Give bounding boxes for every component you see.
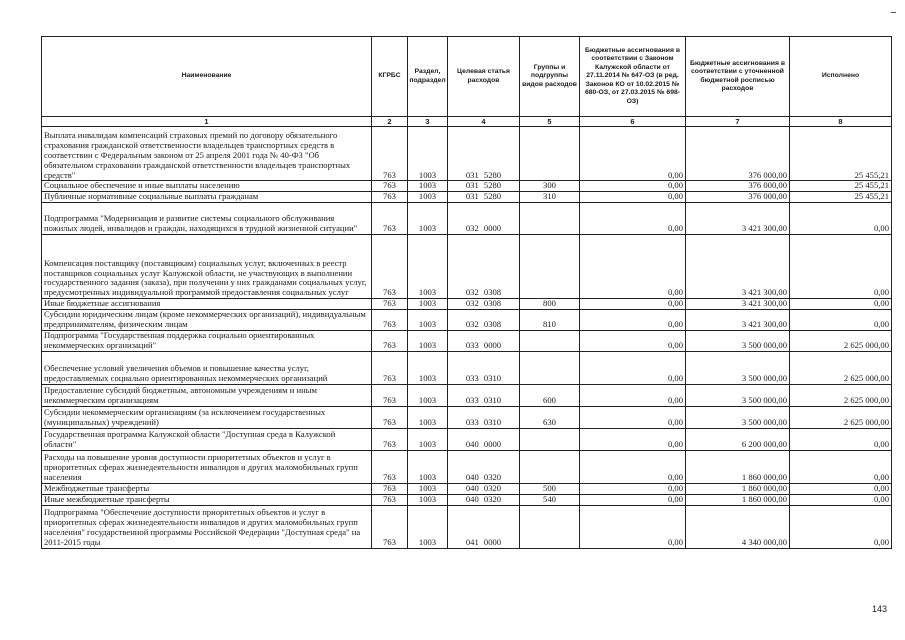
row-kgrbs: 763 [372, 299, 408, 310]
row-executed: 2 625 000,00 [790, 330, 892, 351]
row-expense-group: 810 [520, 310, 580, 331]
row-revised-allocation: 376 000,00 [686, 127, 790, 181]
row-law-allocation: 0,00 [580, 406, 686, 428]
row-target-article: 040 0320 [448, 483, 520, 494]
row-kgrbs: 763 [372, 310, 408, 331]
row-kgrbs: 763 [372, 235, 408, 299]
row-kgrbs: 763 [372, 330, 408, 351]
row-target-article: 032 0308 [448, 310, 520, 331]
row-expense-group: 630 [520, 406, 580, 428]
table-row [42, 483, 892, 494]
row-revised-allocation: 6 200 000,00 [686, 428, 790, 450]
table-row [42, 505, 892, 548]
col-header-revised-allocations: Бюджетные ассигнования в соответствии с уточненной бюджетной росписью расходов [686, 37, 790, 117]
row-kgrbs: 763 [372, 181, 408, 192]
row-kgrbs: 763 [372, 483, 408, 494]
row-name: Публичные нормативные социальные выплаты гражданам [42, 192, 372, 203]
row-expense-group: 500 [520, 483, 580, 494]
row-law-allocation: 0,00 [580, 235, 686, 299]
row-kgrbs: 763 [372, 127, 408, 181]
scan-mark [891, 12, 896, 18]
row-revised-allocation: 3 421 300,00 [686, 203, 790, 235]
row-revised-allocation: 1 860 000,00 [686, 494, 790, 505]
row-section: 1003 [408, 181, 448, 192]
row-expense-group: 300 [520, 181, 580, 192]
row-law-allocation: 0,00 [580, 351, 686, 384]
row-executed: 2 625 000,00 [790, 406, 892, 428]
row-name: Субсидии юридическим лицам (кроме некоммерческих организаций), индивидуальным предпринимателям, физическим лицам [42, 310, 372, 331]
row-section: 1003 [408, 428, 448, 450]
row-name: Выплата инвалидам компенсаций страховых премий по договору обязательного страхования гражданской ответственности владельцев транспортных средств в соответствии с Федеральным законом от 25 апреля 2001 года № 40-ФЗ "Об обязательном страховании гражданской ответственности владельцев транспортных средств" [42, 127, 372, 181]
col-header-kgrbs: КГРБС [372, 37, 408, 117]
row-law-allocation: 0,00 [580, 450, 686, 483]
table-row [42, 494, 892, 505]
row-kgrbs: 763 [372, 406, 408, 428]
row-executed: 0,00 [790, 235, 892, 299]
table-row [42, 351, 892, 384]
row-revised-allocation: 1 860 000,00 [686, 483, 790, 494]
row-revised-allocation: 3 500 000,00 [686, 406, 790, 428]
row-executed: 25 455,21 [790, 127, 892, 181]
row-executed: 2 625 000,00 [790, 384, 892, 406]
row-name: Подпрограмма "Модернизация и развитие системы социального обслуживания пожилых людей, инвалидов и граждан, находящихся в трудной жизненной ситуации" [42, 203, 372, 235]
col-number: 8 [790, 117, 892, 127]
row-target-article: 033 0310 [448, 406, 520, 428]
col-header-expense-groups: Группы и подгруппы видов расходов [520, 37, 580, 117]
col-number: 7 [686, 117, 790, 127]
row-executed: 0,00 [790, 494, 892, 505]
table-row [42, 299, 892, 310]
col-number: 3 [408, 117, 448, 127]
row-revised-allocation: 3 500 000,00 [686, 384, 790, 406]
row-executed: 0,00 [790, 483, 892, 494]
row-target-article: 032 0308 [448, 235, 520, 299]
row-section: 1003 [408, 483, 448, 494]
row-expense-group [520, 330, 580, 351]
row-target-article: 033 0000 [448, 330, 520, 351]
row-executed: 0,00 [790, 505, 892, 548]
row-revised-allocation: 4 340 000,00 [686, 505, 790, 548]
col-number: 4 [448, 117, 520, 127]
row-name: Государственная программа Калужской области "Доступная среда в Калужской области" [42, 428, 372, 450]
row-revised-allocation: 376 000,00 [686, 181, 790, 192]
row-target-article: 040 0000 [448, 428, 520, 450]
row-name: Подпрограмма "Обеспечение доступности приоритетных объектов и услуг в приоритетных сферах жизнедеятельности инвалидов и других маломобильных групп населения" государственной программы Российской Федерации "Доступная среда" на 2011-2015 годы [42, 505, 372, 548]
row-expense-group [520, 428, 580, 450]
row-name: Субсидии некоммерческим организациям (за исключением государственных (муниципальных) учреждений) [42, 406, 372, 428]
table-row [42, 235, 892, 299]
col-number: 6 [580, 117, 686, 127]
table-row [42, 384, 892, 406]
col-header-section: Раздел, подраздел [408, 37, 448, 117]
row-section: 1003 [408, 351, 448, 384]
row-section: 1003 [408, 384, 448, 406]
row-law-allocation: 0,00 [580, 299, 686, 310]
row-expense-group [520, 127, 580, 181]
col-number: 5 [520, 117, 580, 127]
row-target-article: 041 0000 [448, 505, 520, 548]
row-section: 1003 [408, 203, 448, 235]
row-executed: 0,00 [790, 299, 892, 310]
row-section: 1003 [408, 450, 448, 483]
row-name: Межбюджетные трансферты [42, 483, 372, 494]
row-section: 1003 [408, 192, 448, 203]
row-target-article: 031 5280 [448, 181, 520, 192]
row-law-allocation: 0,00 [580, 483, 686, 494]
row-name: Предоставление субсидий бюджетным, автономным учреждениям и иным некоммерческим организациям [42, 384, 372, 406]
table-row [42, 181, 892, 192]
row-revised-allocation: 3 421 300,00 [686, 299, 790, 310]
budget-table [41, 36, 892, 549]
table-row [42, 450, 892, 483]
row-expense-group: 310 [520, 192, 580, 203]
row-section: 1003 [408, 494, 448, 505]
row-target-article: 040 0320 [448, 494, 520, 505]
row-target-article: 033 0310 [448, 351, 520, 384]
row-law-allocation: 0,00 [580, 127, 686, 181]
row-executed: 2 625 000,00 [790, 351, 892, 384]
col-number: 1 [42, 117, 372, 127]
row-expense-group: 600 [520, 384, 580, 406]
row-name: Компенсация поставщику (поставщикам) социальных услуг, включенных в реестр поставщиков социальных услуг Калужской области, не участвующих в выполнении государственного задания (заказа), при получении у них гражданами социальных услуг, предусмотренных индивидуальной программой предоставления социальных услуг [42, 235, 372, 299]
row-expense-group: 800 [520, 299, 580, 310]
row-name: Социальное обеспечение и иные выплаты населению [42, 181, 372, 192]
row-expense-group: 540 [520, 494, 580, 505]
table-row [42, 203, 892, 235]
row-kgrbs: 763 [372, 384, 408, 406]
row-section: 1003 [408, 127, 448, 181]
row-kgrbs: 763 [372, 494, 408, 505]
row-expense-group [520, 235, 580, 299]
row-law-allocation: 0,00 [580, 505, 686, 548]
row-law-allocation: 0,00 [580, 494, 686, 505]
row-name: Расходы на повышение уровня доступности приоритетных объектов и услуг в приоритетных сферах жизнедеятельности инвалидов и других маломобильных групп населения [42, 450, 372, 483]
row-revised-allocation: 3 500 000,00 [686, 330, 790, 351]
row-target-article: 033 0310 [448, 384, 520, 406]
row-kgrbs: 763 [372, 203, 408, 235]
row-law-allocation: 0,00 [580, 192, 686, 203]
row-section: 1003 [408, 299, 448, 310]
col-header-target-article: Целевая статья расходов [448, 37, 520, 117]
col-number: 2 [372, 117, 408, 127]
row-executed: 0,00 [790, 428, 892, 450]
row-section: 1003 [408, 330, 448, 351]
row-target-article: 031 5280 [448, 127, 520, 181]
table-row [42, 428, 892, 450]
row-name: Подпрограмма "Государственная поддержка социально ориентированных некоммерческих организаций" [42, 330, 372, 351]
table-row [42, 330, 892, 351]
row-kgrbs: 763 [372, 450, 408, 483]
table-row [42, 192, 892, 203]
row-executed: 0,00 [790, 310, 892, 331]
page-number: 143 [871, 604, 887, 614]
row-law-allocation: 0,00 [580, 310, 686, 331]
budget-sheet [41, 36, 891, 549]
row-target-article: 032 0000 [448, 203, 520, 235]
table-row [42, 406, 892, 428]
row-section: 1003 [408, 505, 448, 548]
row-executed: 25 455,21 [790, 192, 892, 203]
row-expense-group [520, 450, 580, 483]
row-target-article: 040 0320 [448, 450, 520, 483]
row-law-allocation: 0,00 [580, 203, 686, 235]
row-law-allocation: 0,00 [580, 428, 686, 450]
row-kgrbs: 763 [372, 428, 408, 450]
row-executed: 25 455,21 [790, 181, 892, 192]
row-kgrbs: 763 [372, 505, 408, 548]
col-header-executed: Исполнено [790, 37, 892, 117]
col-header-law-allocations: Бюджетные ассигнования в соответствии с Законом Калужской области от 27.11.2014 № 647-ОЗ (в ред. Законов КО от 10.02.2015 № 680-ОЗ, от 27.03.2015 № 698-ОЗ) [580, 37, 686, 117]
row-name: Иные межбюджетные трансферты [42, 494, 372, 505]
table-row [42, 127, 892, 181]
row-expense-group [520, 505, 580, 548]
row-name: Иные бюджетные ассигнования [42, 299, 372, 310]
row-revised-allocation: 1 860 000,00 [686, 450, 790, 483]
row-kgrbs: 763 [372, 351, 408, 384]
budget-rows [42, 127, 892, 548]
row-revised-allocation: 376 000,00 [686, 192, 790, 203]
column-number-row [42, 117, 892, 127]
row-expense-group [520, 203, 580, 235]
row-section: 1003 [408, 406, 448, 428]
row-law-allocation: 0,00 [580, 181, 686, 192]
row-kgrbs: 763 [372, 192, 408, 203]
row-revised-allocation: 3 421 300,00 [686, 310, 790, 331]
row-revised-allocation: 3 421 300,00 [686, 235, 790, 299]
row-law-allocation: 0,00 [580, 330, 686, 351]
row-target-article: 032 0308 [448, 299, 520, 310]
row-expense-group [520, 351, 580, 384]
table-row [42, 310, 892, 331]
row-section: 1003 [408, 310, 448, 331]
row-target-article: 031 5280 [448, 192, 520, 203]
col-header-name: Наименование [42, 37, 372, 117]
row-name: Обеспечение условий увеличения объемов и повышение качества услуг, предоставляемых социально ориентированных некоммерческих организаций [42, 351, 372, 384]
row-executed: 0,00 [790, 450, 892, 483]
row-executed: 0,00 [790, 203, 892, 235]
header-row [42, 37, 892, 117]
row-law-allocation: 0,00 [580, 384, 686, 406]
row-section: 1003 [408, 235, 448, 299]
row-revised-allocation: 3 500 000,00 [686, 351, 790, 384]
